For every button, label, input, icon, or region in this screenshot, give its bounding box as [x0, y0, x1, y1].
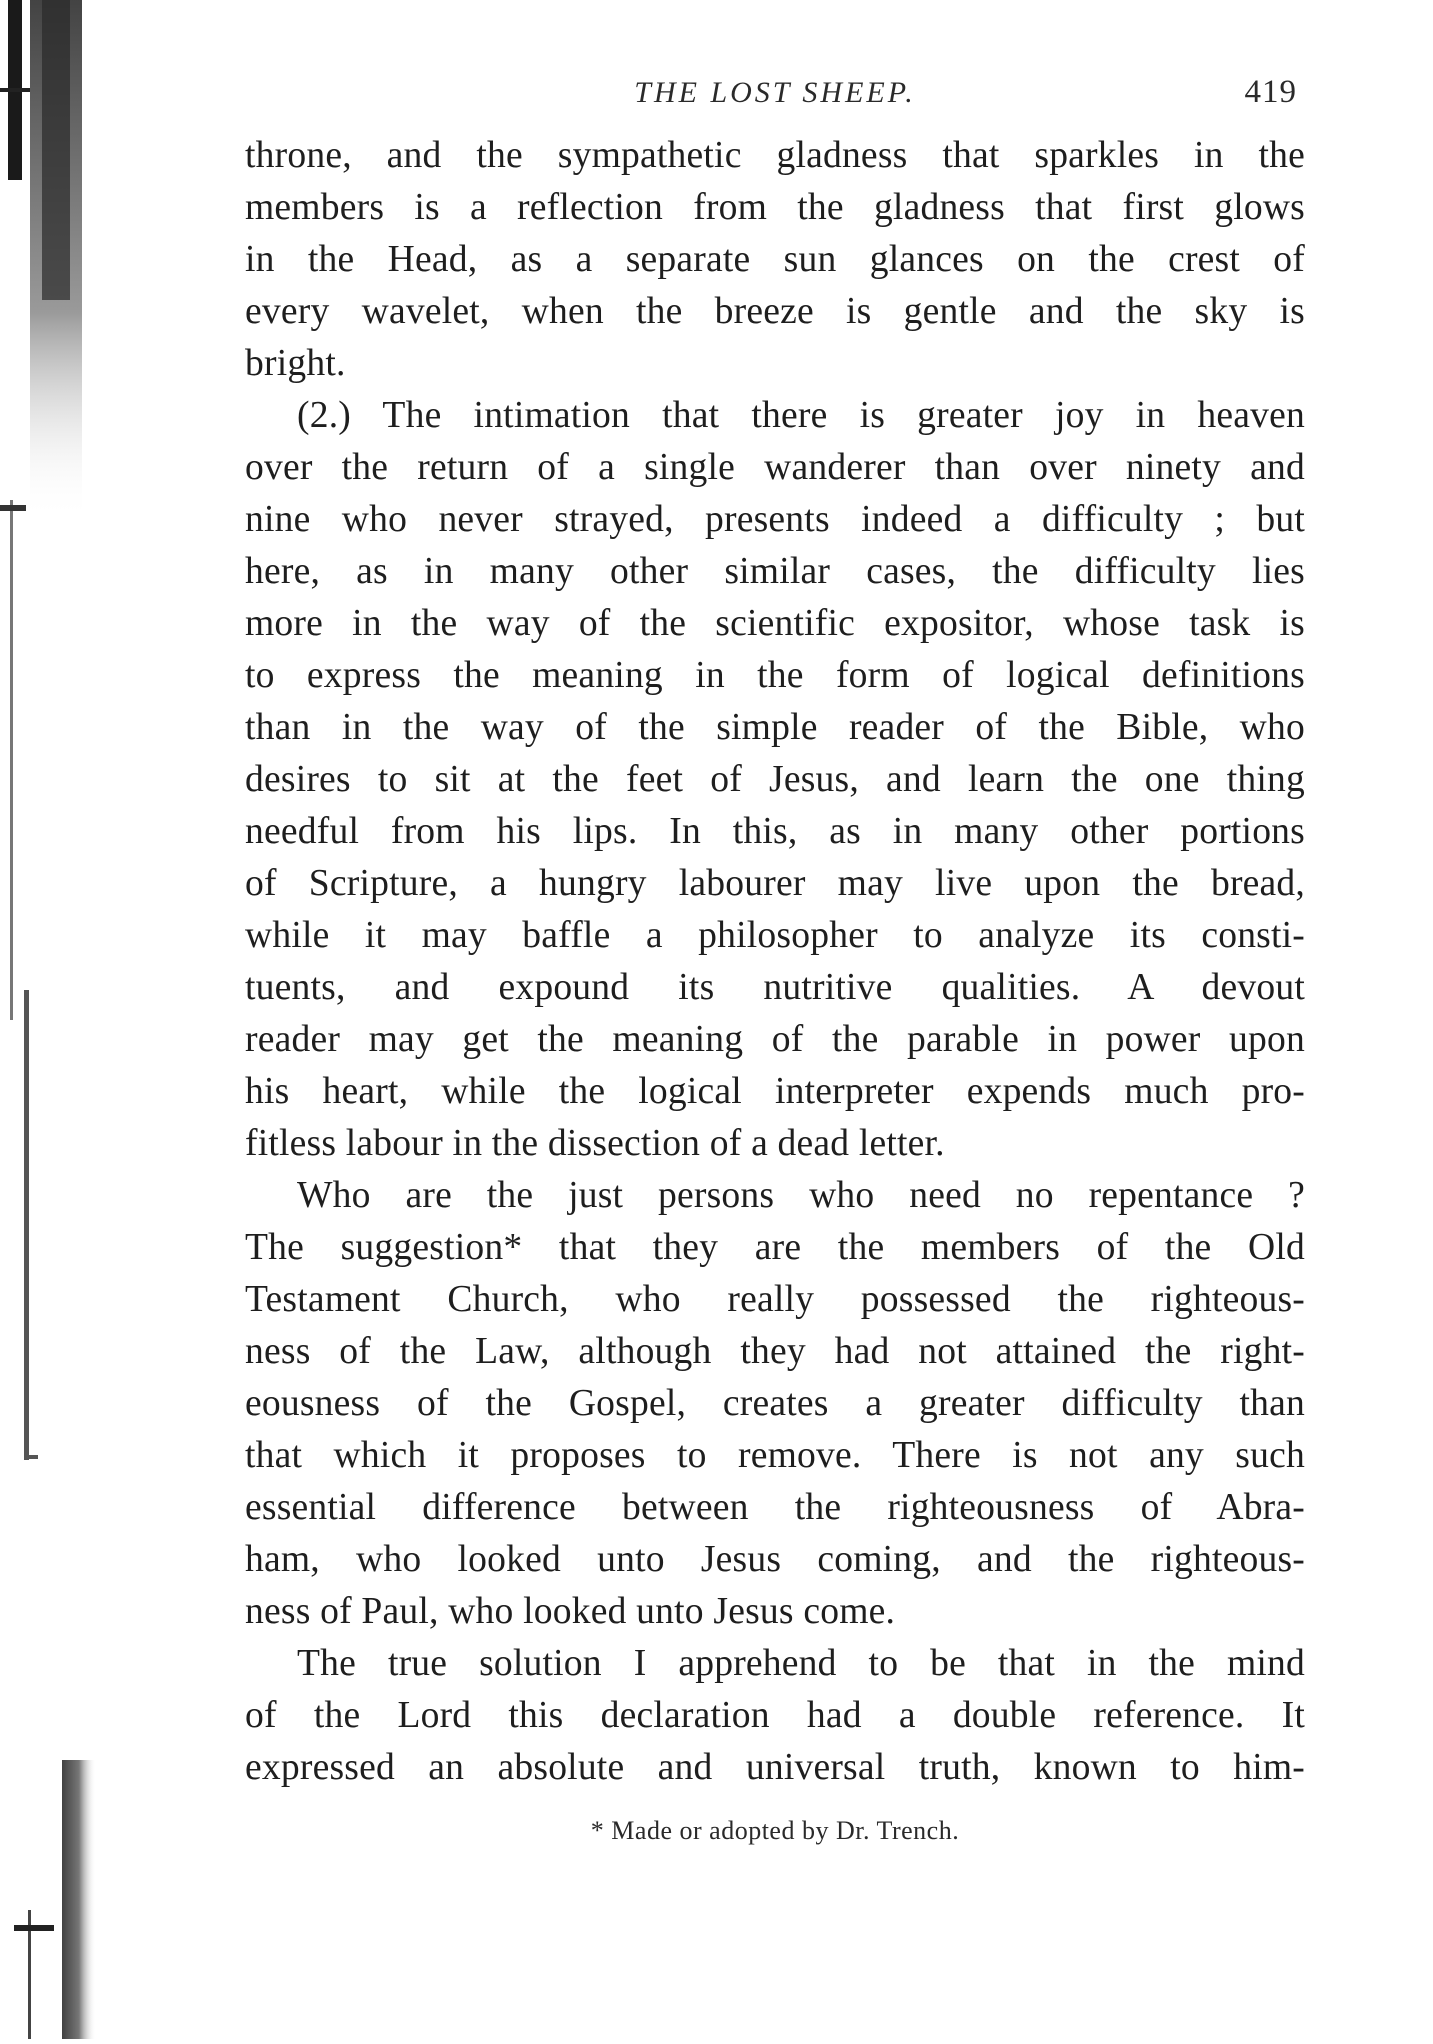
text-line: nine who never strayed, presents indeed a difficulty ; but	[245, 499, 1305, 540]
text-line: of Scripture, a hungry labourer may live upon the bread,	[245, 863, 1305, 904]
text-line: to express the meaning in the form of logical definitions	[245, 655, 1305, 696]
paragraph	[245, 1170, 1305, 1638]
text-line: The suggestion* that they are the members of the Old	[245, 1227, 1305, 1268]
text-line: more in the way of the scientific expositor, whose task is	[245, 603, 1305, 644]
paragraph	[245, 1638, 1305, 1794]
text-line: ham, who looked unto Jesus coming, and the righteous-	[245, 1539, 1305, 1580]
text-line: throne, and the sympathetic gladness that sparkles in the	[245, 135, 1305, 176]
book-page	[245, 70, 1305, 1846]
text-line: reader may get the meaning of the parable in power upon	[245, 1019, 1305, 1060]
text-line: ness of Paul, who looked unto Jesus come.	[245, 1591, 896, 1632]
running-head	[245, 70, 1305, 130]
text-line: that which it proposes to remove. There is not any such	[245, 1435, 1305, 1476]
text-line: here, as in many other similar cases, the difficulty lies	[245, 551, 1305, 592]
text-line: while it may baffle a philosopher to analyze its consti-	[245, 915, 1305, 956]
text-line: Testament Church, who really possessed the righteous-	[245, 1279, 1305, 1320]
text-line: in the Head, as a separate sun glances on the crest of	[245, 239, 1305, 280]
text-line: than in the way of the simple reader of the Bible, who	[245, 707, 1305, 748]
running-title: THE LOST SHEEP.	[634, 76, 916, 109]
paragraph	[245, 390, 1305, 1170]
text-line: (2.) The intimation that there is greater joy in heaven	[297, 395, 1305, 436]
body-text	[245, 130, 1305, 1794]
text-line: his heart, while the logical interpreter expends much pro-	[245, 1071, 1305, 1112]
text-line: The true solution I apprehend to be that in the mind	[297, 1643, 1305, 1684]
footnote: * Made or adopted by Dr. Trench.	[590, 1816, 960, 1845]
text-line: needful from his lips. In this, as in many other portions	[245, 811, 1305, 852]
binding-shadow-graphic	[0, 0, 110, 2039]
text-line: essential difference between the righteousness of Abra-	[245, 1487, 1305, 1528]
text-line: expressed an absolute and universal truth, known to him-	[245, 1747, 1305, 1788]
text-line: of the Lord this declaration had a double reference. It	[245, 1695, 1305, 1736]
text-line: every wavelet, when the breeze is gentle and the sky is	[245, 291, 1305, 332]
text-line: bright.	[245, 343, 346, 384]
text-line: eousness of the Gospel, creates a greater difficulty than	[245, 1383, 1305, 1424]
text-line: fitless labour in the dissection of a dead letter.	[245, 1123, 945, 1164]
page-number: 419	[1244, 74, 1297, 110]
text-line: over the return of a single wanderer than over ninety and	[245, 447, 1305, 488]
text-line: members is a reflection from the gladness that first glows	[245, 187, 1305, 228]
binding-gutter	[0, 0, 110, 2039]
text-line: Who are the just persons who need no repentance ?	[297, 1175, 1305, 1216]
paragraph	[245, 130, 1305, 390]
text-line: tuents, and expound its nutritive qualities. A devout	[245, 967, 1305, 1008]
text-line: ness of the Law, although they had not attained the right-	[245, 1331, 1305, 1372]
text-line: desires to sit at the feet of Jesus, and learn the one thing	[245, 759, 1305, 800]
